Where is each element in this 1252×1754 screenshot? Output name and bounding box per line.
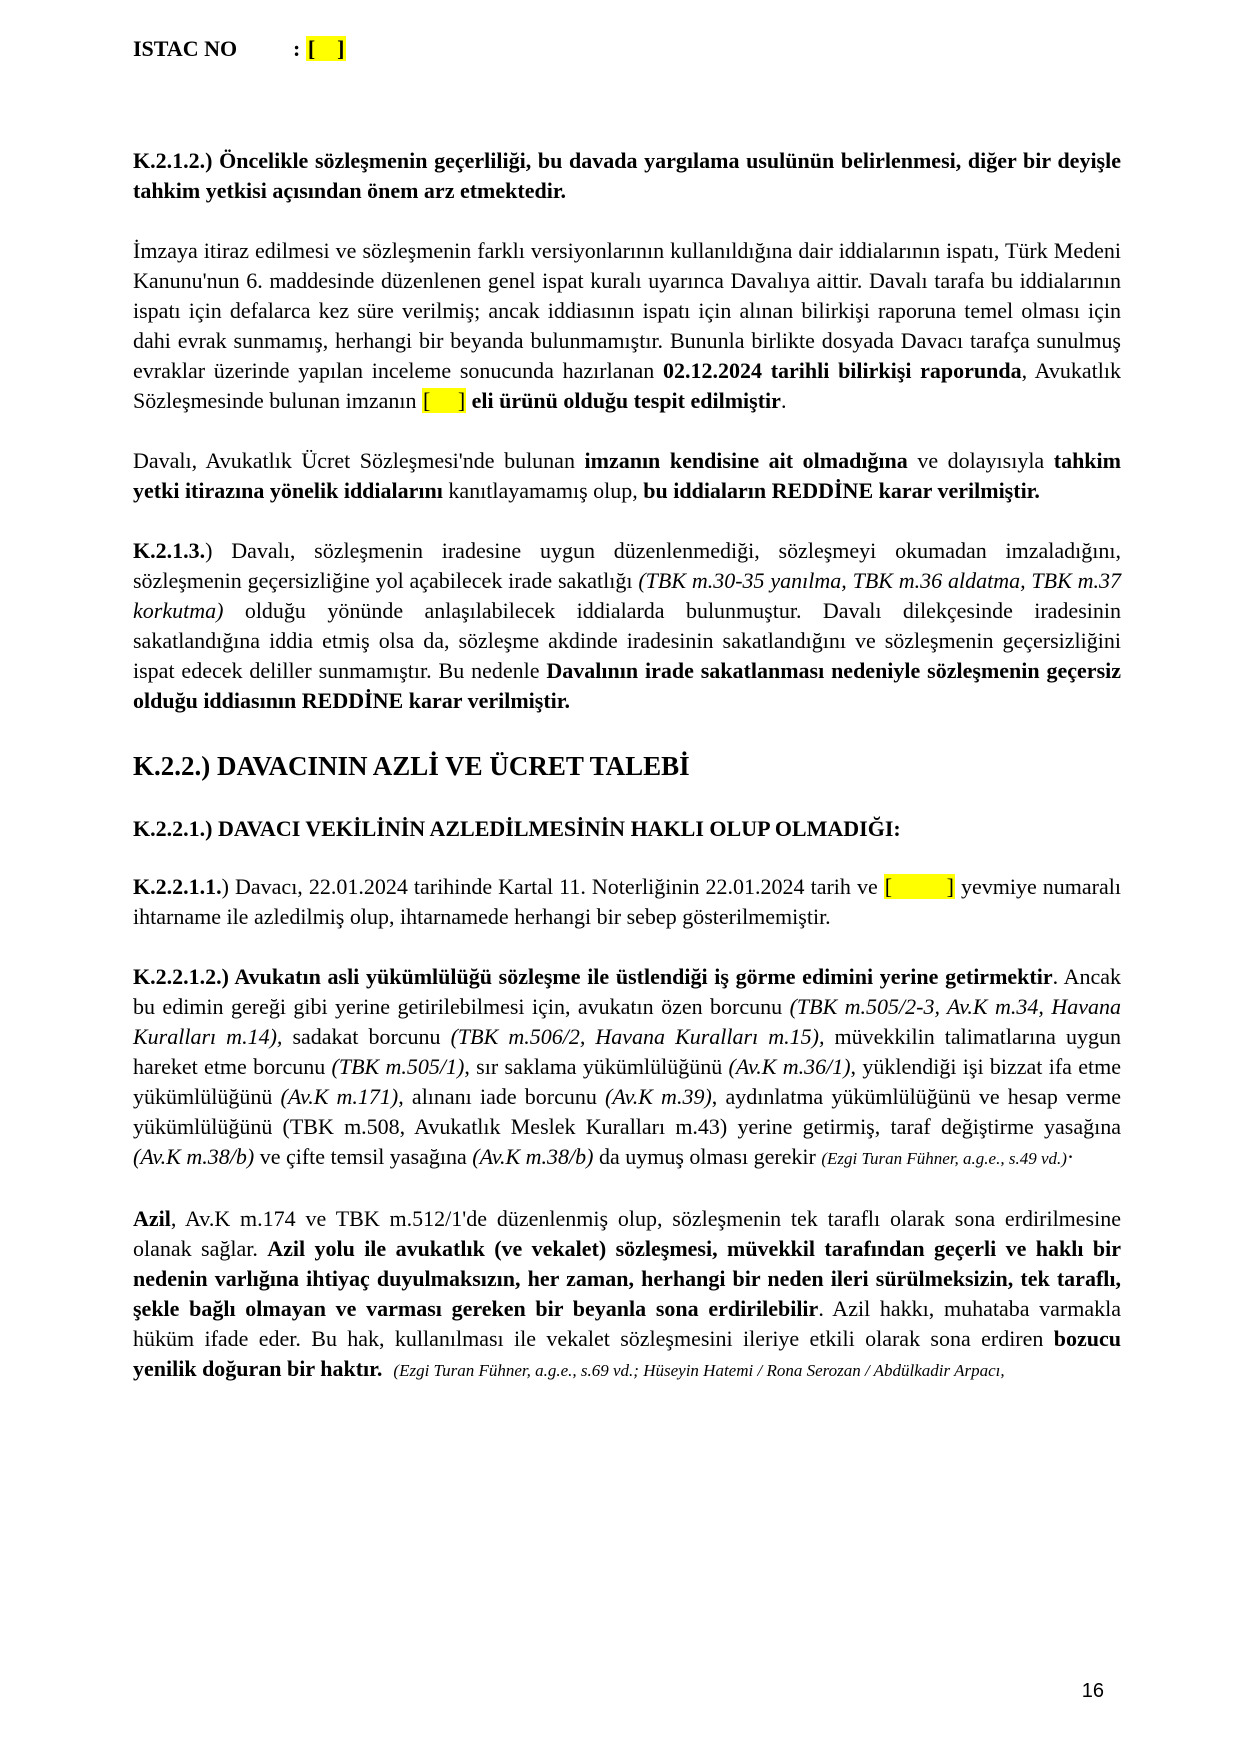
text-segment: , aydınlatma yükümlülüğünü ve hesap verme yükümlülüğünü (TBK m.508, Avukatlık Meslek Kuralları m.43) yerine getirmiş, taraf değiştirme yasağına [133, 1084, 1122, 1139]
text-segment: (Av.K m.36/1) [728, 1054, 851, 1079]
text-segment: . [780, 388, 787, 413]
text-segment: . Ancak bu edimin gereği gibi yerine getirilebilmesi için, avukatın özen borcunu [133, 964, 1122, 1019]
text-segment: kanıtlayamamış olup, [442, 478, 644, 503]
paragraph-k2211 [133, 872, 1121, 932]
text-segment: yevmiye numaralı ihtarname ile azledilmiş olup, ihtarnamede herhangi bir sebep gösterilmemiştir. [133, 874, 1121, 929]
text-segment: Azil [133, 1206, 171, 1231]
text-segment: , alınanı iade borcunu [398, 1084, 606, 1109]
text-segment: Davalının irade sakatlanması nedeniyle sözleşmenin geçersiz olduğu iddiasının REDDİNE karar verilmiştir. [133, 658, 1122, 713]
document-body [133, 146, 1121, 1416]
text-segment: (TBK m.505/2-3, Av.K m.34, Havana Kuralları m.14), [133, 994, 1121, 1049]
text-segment: K.2.1.3. [133, 538, 206, 563]
text-segment: da uymuş olması gerekir [593, 1144, 822, 1169]
heading-k221: K.2.2.1.) DAVACI VEKİLİNİN AZLEDİLMESİNİN HAKLI OLUP OLMADIĞI: [133, 816, 901, 841]
text-segment: Azil yolu ile avukatlık (ve vekalet) sözleşmesi, müvekkil tarafından geçerli ve haklı bir nedenin varlığına ihtiyaç duyulmaksızın, her zaman, herhangi bir neden ileri sürülmeksizin, tek taraflı, şekle bağlı olmayan ve varması gereken bir beyanla sona erdirilebilir [133, 1236, 1121, 1321]
text-segment: K.2.2.1.1. [133, 874, 222, 899]
text-segment: (Av.K m.38/b) [472, 1144, 594, 1169]
citation: (Ezgi Turan Fühner, a.g.e., s.49 vd.) [821, 1149, 1067, 1168]
text-segment: . Azil hakkı, muhataba varmakla hüküm ifade eder. Bu hak, kullanılması ile vekalet sözleşmesini ileriye etkili olarak sona erdiren [133, 1296, 1122, 1351]
text-segment: bozucu yenilik doğuran bir haktır. [133, 1326, 1121, 1381]
text-segment: · [1066, 1144, 1075, 1169]
text-segment: ) Davalı, sözleşmenin iradesine uygun düzenlenmediği, sözleşmeyi okumadan imzaladığını, sözleşmenin geçersizliğine yol açabilecek irade sakatlığı [133, 538, 1121, 593]
text-segment: (Av.K m.39) [605, 1084, 712, 1109]
text-segment: olduğu yönünde anlaşılabilecek iddialarda bulunmuştur. Davalı dilekçesinde iradesinin sakatlandığına iddia etmiş olsa da, sözleşme akdinde iradesinin sakatlandığını ve sözleşmenin geçersizliğini ispat edecek deliller sunmamıştır. Bu nedenle [133, 598, 1121, 683]
istac-no-label: ISTAC NO [133, 36, 238, 61]
citation: (Ezgi Turan Fühner, a.g.e., s.69 vd.; Hüseyin Hatemi / Rona Serozan / Abdülkadir Arpacı, [393, 1361, 1005, 1380]
text-segment: Davalı, Avukatlık Ücret Sözleşmesi'nde bulunan [133, 448, 585, 473]
paragraph-k213 [133, 536, 1121, 716]
text-segment: (TBK m.505/1) [331, 1054, 465, 1079]
text-segment: K.2.1.2.) Öncelikle sözleşmenin geçerliliği, bu davada yargılama usulünün belirlenmesi, diğer bir deyişle tahkim yetkisi açısından önem arz etmektedir. [133, 148, 1121, 203]
text-segment: İmzaya itiraz edilmesi ve sözleşmenin farklı versiyonlarının kullanıldığına dair iddialarının ispatı, Türk Medeni Kanunu'nun 6. maddesinde düzenlenen genel ispat kuralı uyarınca Davalıya aittir. Davalı tarafa bu iddialarının ispatı için defalarca kez süre verilmiş; ancak iddiasının ispatı için alınan bilirkişi raporuna temel olması için dahi evrak sunmamış, herhangi bir beyanda bulunmamıştır. Bununla birlikte dosyada Davacı tarafça sunulmuş evraklar üzerinde yapılan inceleme sonucunda hazırlanan [133, 238, 1121, 383]
text-segment: müvekkilin talimatlarına uygun hareket etme borcunu [133, 1024, 1121, 1079]
text-segment: , Av.K m.174 ve TBK m.512/1'de düzenlenmiş olup, sözleşmenin tek taraflı olarak sona erdirilmesine olanak sağlar. [133, 1206, 1121, 1261]
paragraph-k2212 [133, 962, 1121, 1174]
text-segment: (TBK m.506/2, Havana Kuralları m.15), [450, 1024, 825, 1049]
text-segment: , Avukatlık Sözleşmesinde bulunan imzanın [133, 358, 1121, 413]
text-segment: , yüklendiği işi bizzat ifa etme yükümlülüğünü [133, 1054, 1121, 1109]
paragraph-k212 [133, 146, 1121, 206]
istac-no-redacted-value: [ ] [307, 36, 345, 61]
redacted-highlight: [ ] [423, 388, 466, 413]
page-number: 16 [1081, 1680, 1104, 1702]
text-segment: 02.12.2024 tarihli bilirkişi raporunda [662, 358, 1022, 383]
text-segment: (Av.K m.171) [280, 1084, 399, 1109]
text-segment: bu iddiaların REDDİNE karar verilmiştir. [643, 478, 1040, 503]
text-segment: ) Davacı, 22.01.2024 tarihinde Kartal 11. Noterliğinin 22.01.2024 tarih ve [221, 874, 884, 899]
text-segment: imzanın kendisine ait olmadığına [584, 448, 908, 473]
text-segment: , sır saklama yükümlülüğünü [464, 1054, 729, 1079]
paragraph-respondent-rejection [133, 446, 1121, 506]
paragraph-azil [133, 1204, 1121, 1386]
text-segment: K.2.2.1.2.) Avukatın asli yükümlülüğü sözleşme ile üstlendiği iş görme edimini yerine getirmektir [133, 964, 1053, 989]
redacted-highlight: [ ] [884, 874, 954, 899]
text-segment: ve çifte temsil yasağına [254, 1144, 473, 1169]
text-segment: sadakat borcunu [282, 1024, 451, 1049]
paragraph-signature-objection [133, 236, 1121, 416]
text-segment: (TBK m.30-35 yanılma, TBK m.36 aldatma, TBK m.37 korkutma) [133, 568, 1121, 623]
heading-k22: K.2.2.) DAVACININ AZLİ VE ÜCRET TALEBİ [133, 751, 690, 781]
text-segment: eli ürünü olduğu tespit edilmiştir [471, 388, 781, 413]
text-segment: ve dolayısıyla [907, 448, 1054, 473]
text-segment: tahkim yetki itirazına yönelik iddialarını [133, 448, 1121, 503]
text-segment [382, 1356, 393, 1381]
text-segment: (Av.K m.38/b) [133, 1144, 255, 1169]
doc-header [133, 36, 346, 62]
istac-no-separator: : [293, 36, 306, 61]
